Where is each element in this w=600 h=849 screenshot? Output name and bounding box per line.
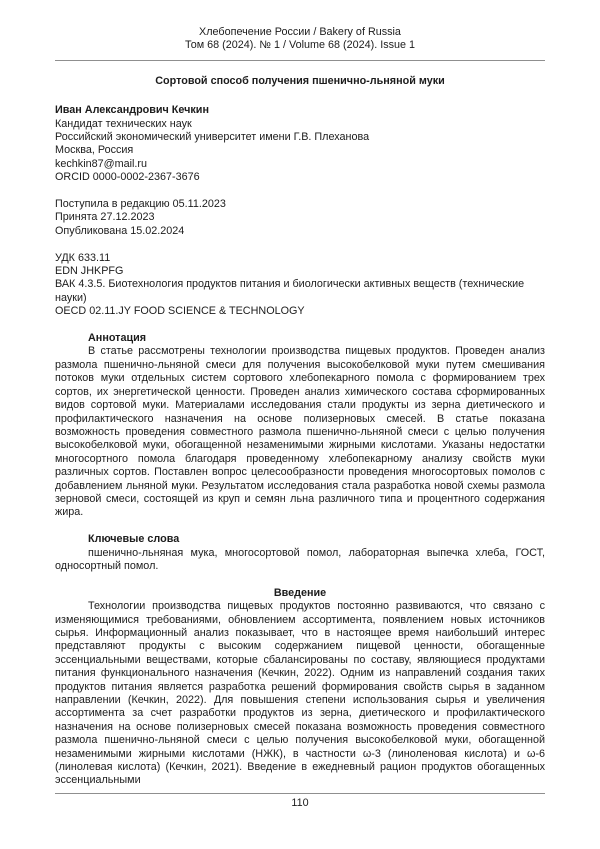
footer-rule <box>55 793 545 794</box>
author-name: Иван Александрович Кечкин <box>55 104 209 117</box>
introduction-text: Технологии производства пищевых продуктов постоянно развиваются, что связано с изменяющимися требованиями, обновлением ассортимента, появлением новых источников сырья. Информационный анализ показывает, что в настоящее время наибольший интерес представляют продукты с высоким содержанием пищевой ценности, обогащенные эссенциальными веществами, которые сбалансированы по составу, являющиеся продуктами питания функционального назначения (Кечкин, 2022). Одним из направлений создания таких продуктов питания является разработка решений формирования свойств сырья в заданном направлении (Кечкин, 2022). Для повышения степени использования сырья и увеличения ассортимента за счет разработки продуктов из зерна, диетического и профилактического назначения на основе полизерновых смесей показана возможность проведения совместного размола пшенично-льняной смеси с целью получения высокобелковой муки, обогащенной незаменимыми жирными кислотами (НЖК), в частности ω-3 (линоленовая кислота) и ω-6 (линолевая кислота) (Кечкин, 2021). Введение в ежедневный рацион продуктов обогащенных эссенциальными <box>55 600 545 787</box>
author-orcid: ORCID 0000-0002-2367-3676 <box>55 171 200 184</box>
author-email: kechkin87@mail.ru <box>55 157 147 170</box>
article-title: Сортовой способ получения пшенично-льняной муки <box>155 74 445 87</box>
date-published: Опубликована 15.02.2024 <box>55 224 185 237</box>
udk-code: УДК 633.11 <box>55 251 111 264</box>
page-number: 110 <box>291 797 309 809</box>
journal-volume-line: Том 68 (2024). № 1 / Volume 68 (2024). Issue 1 <box>184 39 416 52</box>
edn-code: EDN JHKPFG <box>55 265 124 278</box>
author-location: Москва, Россия <box>55 144 134 157</box>
dates-block <box>55 198 545 238</box>
oecd-code: OECD 02.11.JY FOOD SCIENCE & TECHNOLOGY <box>55 305 305 318</box>
abstract-text: В статье рассмотрены технологии производства пищевых продуктов. Проведен анализ размола пшенично-льняной смеси для получения высокобелковой муки путем смешивания потоков муки отдельных систем сортового хлебопекарного помола с формированием трех сортов, их энергетической ценности. Проведен анализ химического состава сформированных видов сортовой муки. Материалами исследования стали продукты из зерна диетического и профилактического назначения на основе полизерновых смесей. В статье показана возможность проведения совместного размола пшенично-льняной смеси с целью получения высокобелковой муки, обогащенной незаменимыми жирными кислотами. Указаны недостатки многосортного помола благодаря проведенному хлебопекарному анализу свойств муки различных сортов. Поставлен вопрос целесообразности проведения многосортовых помолов с добавлением льняной муки. Результатом исследования стала разработка новой схемы размола зерновой смеси, состоящей из круп и семян льна различного типа и процентного содержания жира. <box>55 345 545 519</box>
classification-codes-block <box>55 252 545 319</box>
introduction-heading: Введение <box>273 586 327 599</box>
author-affiliation: Российский экономический университет имени Г.В. Плеханова <box>55 131 370 144</box>
journal-title-line: Хлебопечение России / Bakery of Russia <box>199 26 401 38</box>
author-block <box>55 104 545 184</box>
header-rule <box>55 60 545 61</box>
vak-code: ВАК 4.3.5. Биотехнология продуктов питания и биологически активных веществ (технические науки) <box>55 278 525 304</box>
keywords-text: пшенично-льняная мука, многосортовой помол, лабораторная выпечка хлеба, ГОСТ, односортный помол. <box>55 546 545 572</box>
author-degree: Кандидат технических наук <box>55 117 192 130</box>
date-accepted: Принята 27.12.2023 <box>55 211 155 224</box>
abstract-heading: Аннотация <box>88 332 147 345</box>
journal-header <box>55 26 545 53</box>
keywords-heading: Ключевые слова <box>88 533 180 546</box>
date-received: Поступила в редакцию 05.11.2023 <box>55 198 226 211</box>
